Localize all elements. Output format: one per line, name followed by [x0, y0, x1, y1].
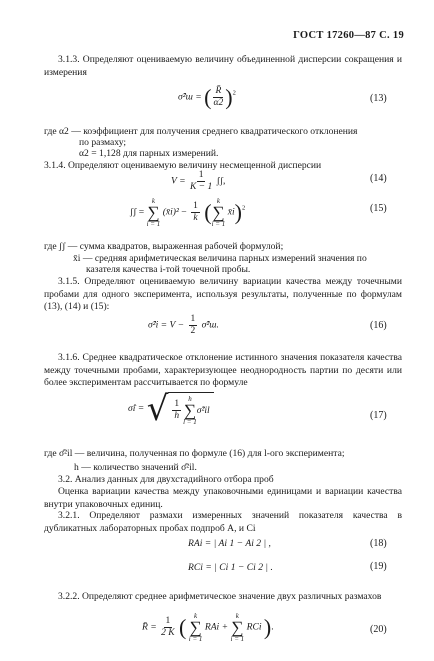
- eq17-tag: (17): [370, 410, 387, 421]
- eq17-term: σ̂²il: [196, 405, 210, 416]
- eq15-term: (x̄i)²: [162, 206, 179, 218]
- paragraph-3-1-6: 3.1.6. Среднее квадратическое отклонение истинного значения показателя качества между точечными пробами, характеризующее неоднородность партии по десяти или более экспериментам рассчитывается по формуле: [44, 352, 402, 388]
- eq15-minus: −: [181, 206, 187, 218]
- equation-20: R̄ = $\frac{1}{2 K}$ ( k ∑ i = 1 RAi + k ∑ i = 1 RCi ).: [142, 612, 274, 643]
- eq15-sum-bot: i = 1: [146, 220, 161, 228]
- s316-where-2: h — количество значений σ̂²il.: [74, 462, 197, 473]
- eq16-tag: (16): [370, 320, 387, 331]
- page-header: ГОСТ 17260—87 С. 19: [293, 30, 404, 41]
- eq20-sum-bot: i = 1: [188, 635, 203, 643]
- equation-15: ʃʃ = k ∑ i = 1 (x̄i)² − $\frac{1}{k}$ ( k ∑ i = 1 x̄i)$^2$: [130, 197, 246, 228]
- eq17-sum-top: h: [188, 395, 192, 403]
- eq17-sum-bot: l = 1: [183, 418, 197, 426]
- eq17-frac-den: h: [174, 411, 180, 421]
- eq15-frac-den: k: [193, 213, 198, 223]
- eq13-pow: 2: [232, 89, 236, 97]
- paragraph-3-1-3: 3.1.3. Определяют оцениваемую величину объединенной дисперсии сокращения и измерения: [44, 54, 402, 78]
- eq13-num: R̄: [215, 86, 222, 96]
- section-3-2-subtitle: Оценка вариации качества между упаковочными единицами и вариации качества внутри упаковочных единиц.: [44, 486, 402, 510]
- eq13-den: α2: [213, 98, 224, 108]
- eq14-lhs: V =: [171, 175, 186, 187]
- eq16-den: 2: [190, 326, 196, 336]
- section-3-2-title: 3.2. Анализ данных для двухстадийного отбора проб: [58, 474, 274, 485]
- s313-where-1b: по размаху;: [79, 137, 127, 148]
- paragraph-3-1-4: 3.1.4. Определяют оцениваемую величину несмещенной дисперсии: [44, 160, 322, 171]
- s314-where-1: где ʃʃ — сумма квадратов, выраженная рабочей формулой;: [44, 241, 284, 252]
- equation-16: [148, 314, 219, 337]
- eq20-num: 1: [165, 616, 171, 626]
- eq19-tag: (19): [370, 561, 387, 572]
- eq14-rhs: ʃʃ,: [216, 175, 226, 187]
- eq20-term1: RAi +: [204, 621, 229, 633]
- eq15-tag: (15): [370, 203, 387, 214]
- equation-19: RCi = | Ci 1 − Ci 2 | .: [188, 562, 273, 573]
- eq15-lhs: ʃʃ =: [130, 206, 145, 218]
- eq14-den: K − 1: [189, 182, 213, 192]
- eq13-lhs: σ̂²ш =: [178, 91, 202, 103]
- paragraph-3-2-2: 3.2.2. Определяют среднее арифметическое значение двух различных размахов: [58, 591, 382, 602]
- eq20-tag: (20): [370, 624, 387, 635]
- equation-17: σ̂i = √ $\frac{1}{h}$ h ∑ l = 1 σ̂²il: [128, 392, 214, 426]
- s313-where-1: где α2 — коэффициент для получения среднего квадратического отклонения: [44, 126, 358, 137]
- s316-where-1: где σ̂²il — величина, полученная по формуле (16) для l-ого эксперимента;: [44, 448, 345, 459]
- eq18-tag: (18): [370, 538, 387, 549]
- equation-18: RAi = | Ai 1 − Ai 2 | ,: [188, 538, 271, 549]
- paragraph-3-1-5: 3.1.5. Определяют оцениваемую величину вариации качества между точечными пробами для одного эксперимента, используя результаты, полученные по формулам (13), (14) и (15):: [44, 276, 402, 312]
- eq15-term2: x̄i: [227, 206, 235, 218]
- s313-where-2: α2 = 1,128 для парных измерений.: [79, 148, 219, 159]
- eq20-sum-top: k: [194, 612, 198, 620]
- s314-where-2b: казателя качества i-той точечной пробы.: [86, 264, 251, 275]
- eq20-lhs: R̄ =: [142, 621, 157, 633]
- eq15-sum-top: k: [151, 197, 155, 205]
- eq20-sum2-bot: i = 1: [230, 635, 245, 643]
- eq16-lhs: σ̂²i = V −: [148, 319, 185, 331]
- eq16-rhs: σ̂²ш.: [201, 319, 219, 331]
- eq15-frac-num: 1: [193, 201, 198, 211]
- eq20-den: 2 K: [161, 628, 175, 638]
- equation-14: [171, 170, 225, 193]
- eq17-frac-num: 1: [174, 399, 180, 409]
- paragraph-3-2-1: 3.2.1. Определяют размахи измеренных значений показателя качества в дубликатных лабораторных пробах подпроб A, и Ci: [44, 510, 402, 534]
- eq13-tag: (13): [370, 93, 387, 104]
- eq20-term2: RCi: [246, 621, 262, 633]
- eq15-sum2-bot: i = 1: [211, 220, 226, 228]
- eq14-tag: (14): [370, 173, 387, 184]
- eq15-sum2-top: k: [216, 197, 220, 205]
- s314-where-2: x̄i — средняя арифметическая величина парных измерений значения по: [73, 253, 367, 264]
- eq17-lhs: σ̂i =: [128, 403, 145, 415]
- eq20-sum2-top: k: [235, 612, 239, 620]
- equation-13: σ̂²ш = ( $\frac{R̄}{\alpha 2}$ )$^2$: [178, 84, 236, 110]
- eq14-num: 1: [198, 170, 204, 180]
- eq15-pow: 2: [241, 204, 246, 212]
- eq16-num: 1: [190, 314, 196, 324]
